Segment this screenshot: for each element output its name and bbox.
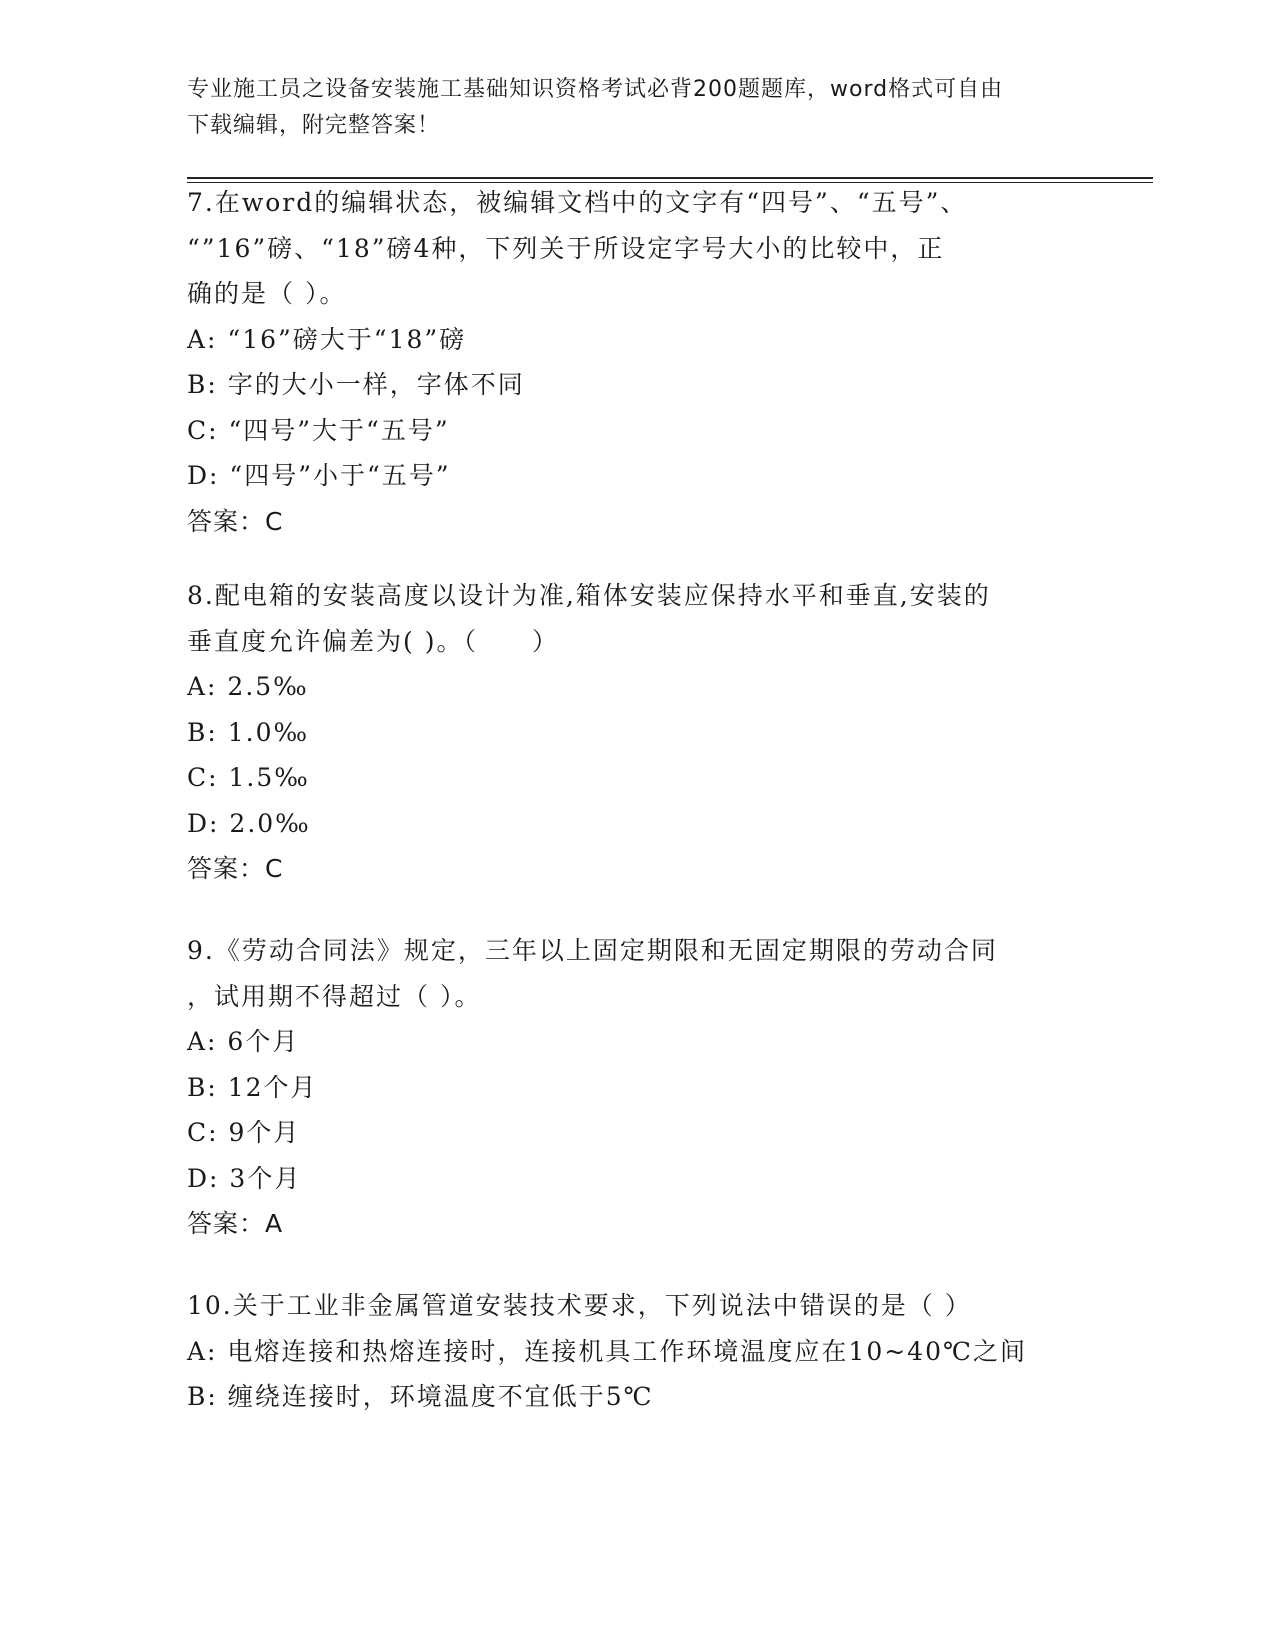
answer: 答案：C xyxy=(187,854,284,883)
option-a: A: 6个月 xyxy=(187,1027,300,1056)
option-b: B: 12个月 xyxy=(187,1072,318,1102)
option-d: D: 2.0‰ xyxy=(187,808,311,838)
option-b: B: 1.0‰ xyxy=(187,717,310,747)
question-stem-line: 9.《劳动合同法》规定，三年以上固定期限和无固定期限的劳动合同 xyxy=(187,936,998,965)
header-divider-thick xyxy=(187,177,1153,179)
question-stem-line: 10.关于工业非金属管道安装技术要求，下列说法中错误的是（ ） xyxy=(187,1291,972,1320)
answer: 答案：C xyxy=(187,506,284,536)
header-line-2: 下载编辑，附完整答案！ xyxy=(187,113,441,138)
question-10 xyxy=(187,1283,1077,1420)
option-b: B: 缠绕连接时，环境温度不宜低于5℃ xyxy=(187,1382,654,1411)
option-d: D: “四号”小于“五号” xyxy=(187,461,451,490)
option-a: A: 电熔连接和热熔连接时，连接机具工作环境温度应在10~40℃之间 xyxy=(187,1336,1027,1366)
option-a: A: 2.5‰ xyxy=(187,672,309,701)
document-header xyxy=(187,72,1077,144)
question-stem-line: ，试用期不得超过（ ）。 xyxy=(187,981,482,1011)
question-stem-line: 垂直度允许偏差为( )。（ ） xyxy=(187,626,559,656)
header-line-1: 专业施工员之设备安装施工基础知识资格考试必背200题题库，word格式可自由 xyxy=(187,77,1004,102)
question-8 xyxy=(187,573,1077,892)
option-d: D: 3个月 xyxy=(187,1163,302,1193)
question-7 xyxy=(187,180,1077,544)
question-9 xyxy=(187,928,1077,1247)
question-stem-line: 7.在word的编辑状态，被编辑文档中的文字有“四号”、“五号”、 xyxy=(187,188,968,217)
question-stem-line: “”16”磅、“18”磅4种，下列关于所设定字号大小的比较中，正 xyxy=(187,233,945,263)
option-b: B: 字的大小一样，字体不同 xyxy=(187,370,525,399)
answer: 答案：A xyxy=(187,1209,284,1238)
option-c: C: “四号”大于“五号” xyxy=(187,415,450,445)
option-a: A: “16”磅大于“18”磅 xyxy=(187,324,467,354)
option-c: C: 9个月 xyxy=(187,1118,301,1147)
question-stem-line: 确的是（ ）。 xyxy=(187,279,347,308)
option-c: C: 1.5‰ xyxy=(187,763,310,792)
question-stem-line: 8.配电箱的安装高度以设计为准,箱体安装应保持水平和垂直,安装的 xyxy=(187,581,991,610)
